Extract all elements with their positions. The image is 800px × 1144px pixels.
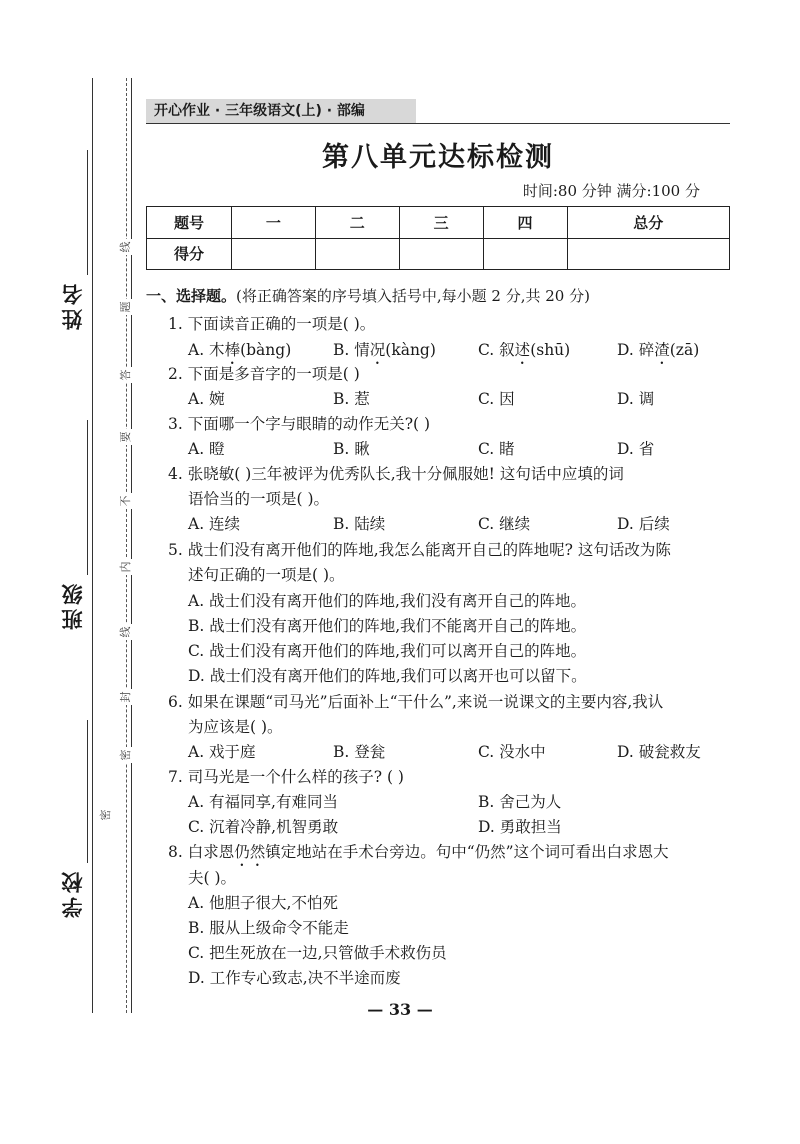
seal-char: 封 [119, 689, 133, 705]
school-field-line[interactable] [87, 720, 88, 863]
dotted-char: 渣 [654, 341, 670, 359]
pinyin: (bàng) [240, 341, 292, 359]
seal-char: 线 [119, 239, 133, 255]
dotted-word: 仍然 [234, 843, 266, 861]
question-3: 3. 下面哪一个字与眼睛的动作无关?( ) [168, 415, 431, 433]
name-field-line[interactable] [87, 150, 88, 275]
header-rule [146, 123, 730, 124]
score-cell[interactable] [399, 238, 483, 270]
class-field-line[interactable] [87, 420, 88, 575]
question-7: 7. 司马光是一个什么样的孩子? ( ) [168, 768, 404, 786]
question-8-line2: 夫( )。 [188, 869, 237, 887]
option-text: C. 叙 [478, 341, 515, 359]
q4-option-d[interactable]: D. 后续 [617, 515, 670, 533]
seal-char: 内 [119, 559, 133, 575]
q7-option-b[interactable]: B. 舍己为人 [478, 793, 562, 811]
binding-border-right [131, 78, 132, 1013]
section-note: (将正确答案的序号填入括号中,每小题 2 分,共 20 分) [236, 287, 590, 305]
time-score-info: 时间:80 分钟 满分:100 分 [522, 182, 700, 200]
pinyin: (kàng) [385, 341, 436, 359]
q3-option-d[interactable]: D. 省 [617, 440, 655, 458]
seal-char: 答 [119, 367, 133, 383]
q8-option-b[interactable]: B. 服从上级命令不能走 [188, 919, 349, 937]
seal-char: 密 [119, 747, 133, 763]
question-8-line1 [168, 840, 669, 870]
dotted-char: 棒 [224, 341, 241, 359]
score-table-score-row [147, 238, 730, 270]
q5-option-b[interactable]: B. 战士们没有离开他们的阵地,我们不能离开自己的阵地。 [188, 617, 587, 635]
question-text: 镇定地站在手术台旁边。句中“仍然”这个词可看出白求恩大 [265, 843, 669, 861]
q2-option-a[interactable]: A. 婉 [188, 390, 225, 408]
q8-option-d[interactable]: D. 工作专心致志,决不半途而废 [188, 969, 401, 987]
q6-option-c[interactable]: C. 没水中 [478, 743, 546, 761]
seal-char: 线 [119, 624, 133, 640]
seal-char: 题 [119, 299, 133, 315]
score-row-label: 得分 [147, 238, 232, 270]
q8-option-c[interactable]: C. 把生死放在一边,只管做手术救伤员 [188, 944, 447, 962]
section-heading [146, 285, 590, 306]
q4-option-c[interactable]: C. 继续 [478, 515, 531, 533]
q4-option-b[interactable]: B. 陆续 [333, 515, 386, 533]
option-text: A. 木 [188, 341, 225, 359]
q6-option-b[interactable]: B. 登瓮 [333, 743, 386, 761]
q7-option-c[interactable]: C. 沉着冷静,机智勇敢 [188, 818, 339, 836]
question-5-line2: 述句正确的一项是( )。 [188, 566, 345, 584]
option-text: D. 碎 [617, 341, 655, 359]
question-4-line2: 语恰当的一项是( )。 [188, 490, 330, 508]
school-label: 学校 [61, 868, 85, 918]
q5-option-a[interactable]: A. 战士们没有离开他们的阵地,我们没有离开自己的阵地。 [188, 592, 586, 610]
q3-option-c[interactable]: C. 睹 [478, 440, 515, 458]
question-6-line1: 6. 如果在课题“司马光”后面补上“干什么”,来说一说课文的主要内容,我认 [168, 693, 664, 711]
score-table-header-cell: 一 [232, 207, 316, 239]
score-cell[interactable] [483, 238, 567, 270]
q1-option-c[interactable] [478, 338, 570, 368]
score-table-header-row [147, 207, 730, 239]
score-table-header-cell: 二 [315, 207, 399, 239]
question-1: 1. 下面读音正确的一项是( )。 [168, 315, 376, 333]
score-cell[interactable] [232, 238, 316, 270]
q5-option-c[interactable]: C. 战士们没有离开他们的阵地,我们可以离开自己的阵地。 [188, 642, 587, 660]
question-4-line1: 4. 张晓敏( )三年被评为优秀队长,我十分佩服她! 这句话中应填的词 [168, 465, 624, 483]
seal-char: 密 [99, 807, 113, 823]
pinyin: (zā) [669, 341, 700, 359]
class-label: 班级 [61, 580, 85, 630]
seal-char: 不 [119, 493, 133, 509]
option-text: B. 情 [333, 341, 370, 359]
pinyin: (shū) [530, 341, 571, 359]
q8-option-a[interactable]: A. 他胆子很大,不怕死 [188, 894, 338, 912]
q7-option-a[interactable]: A. 有福同享,有难同当 [188, 793, 338, 811]
section-title: 一、选择题。 [146, 287, 237, 305]
q6-option-d[interactable]: D. 破瓮救友 [617, 743, 701, 761]
q2-option-d[interactable]: D. 调 [617, 390, 655, 408]
question-5-line1: 5. 战士们没有离开他们的阵地,我怎么能离开自己的阵地呢? 这句话改为陈 [168, 541, 671, 559]
q6-option-a[interactable]: A. 戏于庭 [188, 743, 256, 761]
score-cell[interactable] [315, 238, 399, 270]
book-series-tag: 开心作业 · 三年级语文(上) · 部编 [146, 99, 416, 123]
page-number: — 33 — [367, 1000, 433, 1019]
score-table-header-cell: 题号 [147, 207, 232, 239]
score-table-header-cell: 四 [483, 207, 567, 239]
q3-option-b[interactable]: B. 瞅 [333, 440, 370, 458]
question-6-line2: 为应该是( )。 [188, 718, 283, 736]
page-title: 第八单元达标检测 [322, 142, 554, 173]
binding-dashed-line [126, 78, 127, 1013]
score-cell[interactable] [567, 238, 730, 270]
question-2: 2. 下面是多音字的一项是( ) [168, 365, 360, 383]
q3-option-a[interactable]: A. 瞪 [188, 440, 225, 458]
seal-char: 要 [119, 429, 133, 445]
name-label: 姓名 [61, 280, 85, 330]
question-text: 8. 白求恩 [168, 843, 235, 861]
score-table-header-cell: 三 [399, 207, 483, 239]
q5-option-d[interactable]: D. 战士们没有离开他们的阵地,我们可以离开也可以留下。 [188, 667, 587, 685]
q7-option-d[interactable]: D. 勇敢担当 [478, 818, 562, 836]
dotted-char: 况 [369, 341, 386, 359]
q2-option-c[interactable]: C. 因 [478, 390, 515, 408]
q1-option-d[interactable] [617, 338, 699, 368]
q4-option-a[interactable]: A. 连续 [188, 515, 241, 533]
dotted-char: 述 [514, 341, 531, 359]
q2-option-b[interactable]: B. 惹 [333, 390, 370, 408]
score-table-header-cell: 总分 [567, 207, 730, 239]
score-table [146, 206, 730, 270]
